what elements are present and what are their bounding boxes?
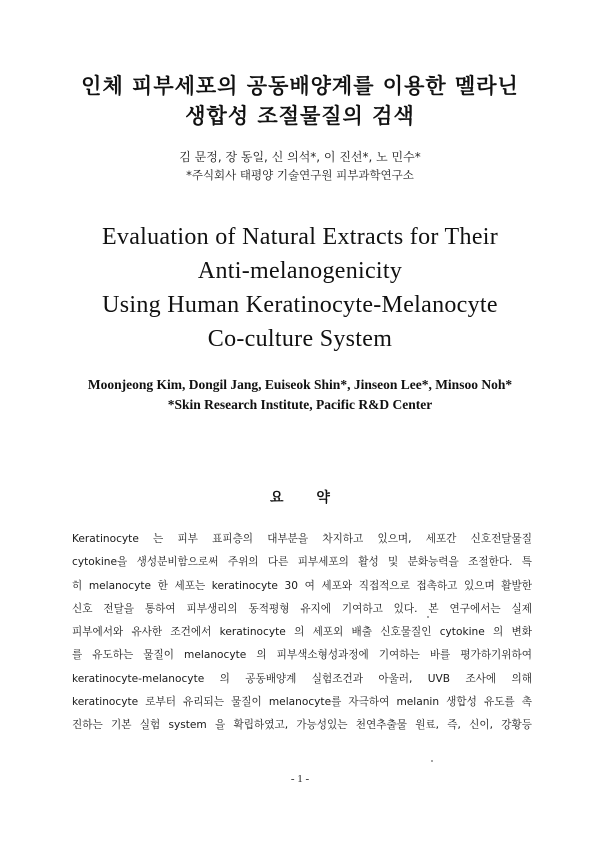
abstract-line: 히 melanocyte 한 세포는 keratinocyte 30 여 세포와 직접적으로 접촉하고 있으며 활발한	[72, 579, 532, 592]
page-number: - 1 -	[290, 773, 310, 785]
abstract-line: keratinocyte-melanocyte 의 공동배양계 실험조건과 아울러, UVB 조사에 의해	[72, 672, 532, 685]
english-title-line-4: Co-culture System	[207, 326, 393, 352]
korean-title-line-1: 인체 피부세포의 공동배양계를 이용한 멜라닌	[81, 74, 519, 98]
abstract-heading: 요 약	[270, 490, 330, 506]
abstract-body	[72, 531, 532, 741]
english-title-line-2: Anti-melanogenicity	[197, 258, 403, 284]
korean-title-line-2: 생합성 조절물질의 검색	[185, 104, 415, 128]
abstract-line: cytokine을 생성분비함으로써 주위의 다른 피부세포의 활성 및 분화능력을 조절한다. 특	[72, 556, 532, 569]
abstract-line: Keratinocyte 는 피부 표피층의 대부분을 차지하고 있으며, 세포간 신호전달물질	[72, 533, 532, 545]
abstract-line: 를 유도하는 물질이 melanocyte 의 피부색소형성과정에 기여하는 바를 평가하기위하여	[72, 649, 532, 662]
abstract-line: 신호 전달을 통하여 피부생리의 동적평형 유지에 기여하고 있다. 본 연구에서는 실제	[72, 602, 532, 615]
abstract-line: 피부에서와 유사한 조건에서 keratinocyte 의 세포외 배출 신호물질인 cytokine 의 변화	[72, 626, 532, 639]
scan-speck	[427, 616, 429, 618]
abstract-line: 진하는 기본 실험 system 을 확립하였고, 가능성있는 천연추출물 원료, 즉, 신이, 강황등	[72, 719, 532, 732]
scan-speck	[431, 760, 433, 762]
english-title-line-3: Using Human Keratinocyte-Melanocyte	[102, 292, 498, 318]
english-author-list: Moonjeong Kim, Dongil Jang, Euiseok Shin*, Jinseon Lee*, Minsoo Noh*	[87, 377, 513, 392]
english-title-line-1: Evaluation of Natural Extracts for Their	[101, 224, 499, 250]
korean-author-list: 김 문정, 장 동일, 신 의석*, 이 진선*, 노 민수*	[179, 150, 421, 164]
english-affiliation: *Skin Research Institute, Pacific R&D Center	[167, 397, 433, 412]
korean-affiliation: *주식회사 태평양 기술연구원 피부과학연구소	[186, 168, 414, 182]
abstract-line: keratinocyte 로부터 유리되는 물질이 melanocyte를 자극하여 melanin 생합성 유도를 촉	[72, 696, 532, 709]
